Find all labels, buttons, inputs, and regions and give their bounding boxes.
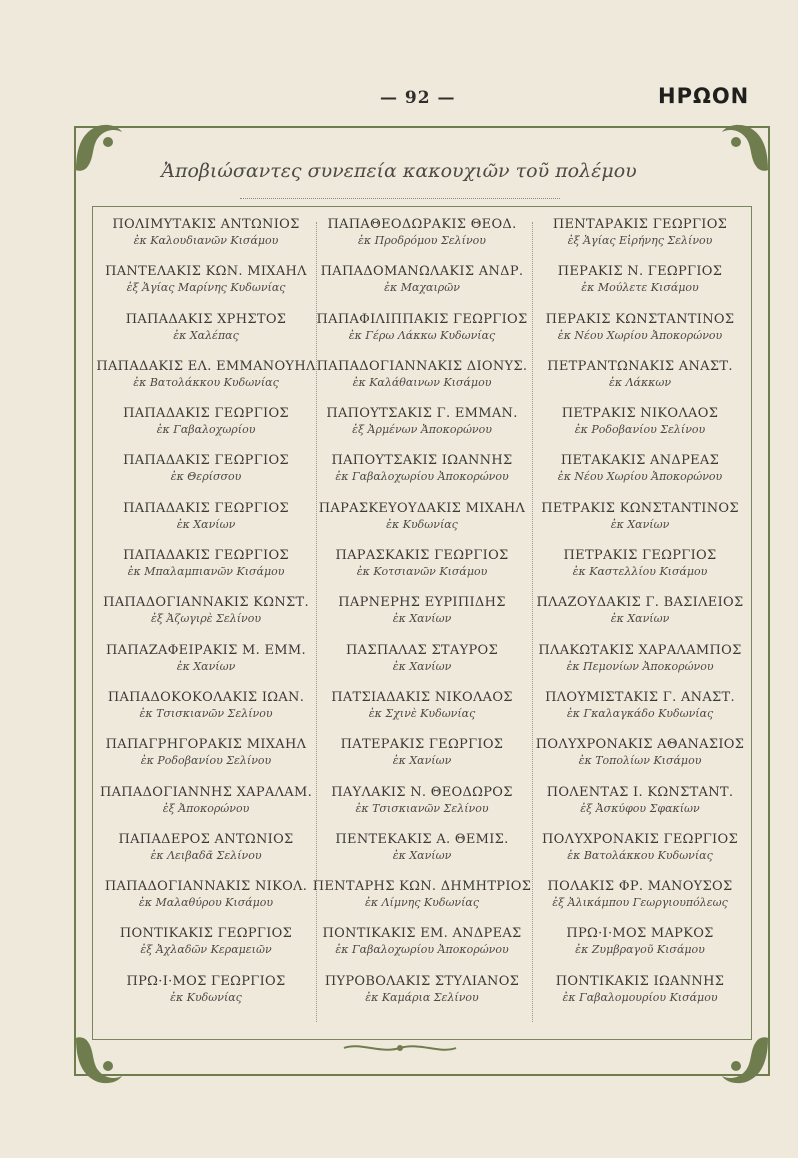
entry-origin: ἐκ Νέου Χωρίου Ἀποκορώνου (557, 470, 723, 484)
list-item (312, 784, 532, 831)
entry-name: ΠΕΤΡΑΝΤΩΝΑΚΙΣ ΑΝΑΣΤ. (547, 358, 733, 374)
entry-origin: ἐκ Γέρω Λάκκω Κυδωνίας (348, 328, 496, 342)
entry-name: ΠΑΠΑΔΕΡΟΣ ΑΝΤΩΝΙΟΣ (118, 831, 294, 847)
list-item (96, 878, 316, 925)
entry-name: ΠΑΠΟΥΤΣΑΚΙΣ Γ. ΕΜΜΑΝ. (326, 406, 518, 422)
list-item (530, 263, 750, 310)
entry-origin: ἐξ Ἀλικάμπου Γεωργιουπόλεως (552, 896, 728, 910)
list-item (96, 547, 316, 594)
entry-name: ΠΕΝΤΑΡΗΣ ΚΩΝ. ΔΗΜΗΤΡΙΟΣ (312, 879, 532, 895)
list-item (96, 831, 316, 878)
entry-origin: ἐκ Γαβαλομουρίου Κισάμου (562, 990, 718, 1004)
list-item (96, 973, 316, 1020)
list-item (312, 547, 532, 594)
names-column-1 (96, 216, 316, 1020)
entry-origin: ἐκ Θερίσσου (170, 470, 242, 484)
entry-name: ΠΑΠΑΔΟΓΙΑΝΝΗΣ ΧΑΡΑΛΑΜ. (99, 784, 313, 800)
list-item (530, 358, 750, 405)
entry-name: ΠΑΠΑΘΕΟΔΩΡΑΚΙΣ ΘΕΟΔ. (327, 217, 517, 232)
list-item (96, 925, 316, 972)
section-title: Ἀποβιώσαντες συνεπεία κακουχιῶν τοῦ πολέμου (161, 160, 637, 182)
entry-name: ΠΕΤΡΑΚΙΣ ΝΙΚΟΛΑΟΣ (561, 406, 719, 422)
entry-name: ΠΕΡΑΚΙΣ ΚΩΝΣΤΑΝΤΙΝΟΣ (545, 311, 735, 327)
entry-name: ΠΟΛΥΧΡΟΝΑΚΙΣ ΑΘΑΝΑΣΙΟΣ (535, 737, 745, 753)
entry-name: ΠΟΝΤΙΚΑΚΙΣ ΙΩΑΝΝΗΣ (555, 973, 725, 989)
list-item (530, 311, 750, 358)
list-item (312, 831, 532, 878)
names-column-3 (530, 216, 750, 1020)
entry-name: ΠΑΠΑΔΑΚΙΣ ΓΕΩΡΓΙΟΣ (123, 500, 289, 516)
entry-name: ΠΑΤΕΡΑΚΙΣ ΓΕΩΡΓΙΟΣ (340, 737, 504, 753)
entry-origin: ἐξ Ἁγίας Εἰρήνης Σελίνου (567, 234, 713, 247)
corner-ornament-icon (68, 1030, 128, 1090)
entry-name: ΠΑΠΑΔΟΓΙΑΝΝΑΚΙΣ ΚΩΝΣΤ. (103, 595, 309, 611)
entry-name: ΠΟΛΥΧΡΟΝΑΚΙΣ ΓΕΩΡΓΙΟΣ (542, 831, 738, 847)
list-item (312, 642, 532, 689)
entry-name: ΠΕΤΡΑΚΙΣ ΚΩΝΣΤΑΝΤΙΝΟΣ (541, 500, 739, 516)
entry-origin: ἐκ Χανίων (392, 754, 452, 768)
list-item (530, 973, 750, 1020)
list-item (530, 878, 750, 925)
list-item (312, 358, 532, 405)
list-item (96, 358, 316, 405)
list-item (312, 736, 532, 783)
entry-name: ΠΟΛΑΚΙΣ ΦΡ. ΜΑΝΟΥΣΟΣ (547, 879, 733, 895)
list-item (312, 973, 532, 1020)
entry-origin: ἐκ Χανίων (176, 659, 236, 673)
entry-name: ΠΟΝΤΙΚΑΚΙΣ ΓΕΩΡΓΙΟΣ (119, 926, 293, 942)
entry-origin: ἐκ Γαβαλοχωρίου Ἀποκορώνου (335, 470, 509, 484)
entry-name: ΠΟΝΤΙΚΑΚΙΣ ΕΜ. ΑΝΔΡΕΑΣ (322, 926, 522, 942)
names-column-2 (312, 216, 532, 1020)
list-item (312, 263, 532, 310)
entry-origin: ἐκ Καλάθαινων Κισάμου (352, 375, 492, 389)
entry-name: ΠΑΤΣΙΑΔΑΚΙΣ ΝΙΚΟΛΑΟΣ (331, 689, 513, 705)
entry-origin: ἐξ Ἀχλαδῶν Κεραμειῶν (140, 943, 272, 957)
list-item (312, 311, 532, 358)
entry-name: ΠΑΝΤΕΛΑΚΙΣ ΚΩΝ. ΜΙΧΑΗΛ (105, 264, 307, 280)
entry-origin: ἐκ Χανίων (610, 517, 670, 531)
list-item (312, 500, 532, 547)
entry-name: ΠΑΣΠΑΛΑΣ ΣΤΑΥΡΟΣ (346, 642, 498, 658)
entry-origin: ἐξ Ἀρμένων Ἀποκορώνου (352, 423, 492, 437)
page-number: — 92 — (380, 88, 456, 108)
list-item (96, 311, 316, 358)
entry-name: ΠΕΤΑΚΑΚΙΣ ΑΝΔΡΕΑΣ (560, 453, 720, 469)
entry-origin: ἐκ Τσισκιανῶν Σελίνου (355, 801, 489, 815)
list-item (530, 925, 750, 972)
entry-name: ΠΑΡΑΣΚΑΚΙΣ ΓΕΩΡΓΙΟΣ (335, 548, 509, 564)
entry-name: ΠΑΡΝΕΡΗΣ ΕΥΡΙΠΙΔΗΣ (338, 595, 506, 611)
list-item (312, 925, 532, 972)
title-rule (240, 198, 560, 199)
list-item (312, 878, 532, 925)
entry-name: ΠΕΡΑΚΙΣ Ν. ΓΕΩΡΓΙΟΣ (557, 264, 723, 280)
entry-origin: ἐκ Χαλέπας (173, 328, 239, 342)
entry-origin: ἐκ Ροδοβανίου Σελίνου (574, 423, 706, 437)
entry-name: ΠΟΛΙΜΥΤΑΚΙΣ ΑΝΤΩΝΙΟΣ (112, 217, 300, 232)
entry-origin: ἐκ Προδρόμου Σελίνου (358, 234, 486, 247)
entry-origin: ἐκ Χανίων (392, 659, 452, 673)
list-item (530, 736, 750, 783)
entry-name: ΠΑΠΑΦΙΛΙΠΠΑΚΙΣ ΓΕΩΡΓΙΟΣ (316, 311, 528, 327)
entry-origin: ἐκ Χανίων (392, 612, 452, 626)
list-item (530, 547, 750, 594)
entry-origin: ἐκ Κυδωνίας (170, 990, 242, 1004)
entry-origin: ἐκ Μαλαθύρου Κισάμου (138, 896, 274, 910)
entry-origin: ἐξ Ἀζωγιρὲ Σελίνου (150, 612, 262, 626)
corner-ornament-icon (716, 1030, 776, 1090)
list-item (96, 500, 316, 547)
entry-origin: ἐκ Καστελλίου Κισάμου (572, 565, 708, 579)
list-item (530, 452, 750, 499)
entry-origin: ἐκ Μούλετε Κισάμου (581, 281, 699, 295)
entry-origin: ἐκ Καμάρια Σελίνου (365, 990, 479, 1004)
entry-name: ΠΑΠΑΖΑΦΕΙΡΑΚΙΣ Μ. ΕΜΜ. (106, 642, 306, 658)
entry-origin: ἐκ Βατολάκκου Κυδωνίας (133, 375, 279, 389)
list-item (530, 831, 750, 878)
list-item (96, 405, 316, 452)
list-item (96, 689, 316, 736)
list-item (96, 736, 316, 783)
entry-name: ΠΡΩ·Ι·ΜΟΣ ΓΕΩΡΓΙΟΣ (126, 973, 286, 989)
entry-name: ΠΑΠΑΔΑΚΙΣ ΓΕΩΡΓΙΟΣ (123, 548, 289, 564)
entry-name: ΠΑΠΑΔΟΚΟΚΟΛΑΚΙΣ ΙΩΑΝ. (107, 689, 305, 705)
entry-name: ΠΟΛΕΝΤΑΣ Ι. ΚΩΝΣΤΑΝΤ. (546, 784, 734, 800)
entry-origin: ἐκ Ροδοβανίου Σελίνου (140, 754, 272, 768)
list-item (312, 689, 532, 736)
entry-origin: ἐκ Χανίων (392, 848, 452, 862)
entry-name: ΠΑΠΟΥΤΣΑΚΙΣ ΙΩΑΝΝΗΣ (331, 453, 513, 469)
entry-origin: ἐκ Γκαλαγκάδο Κυδωνίας (566, 706, 714, 720)
list-item (96, 452, 316, 499)
entry-origin: ἐκ Γαβαλοχωρίου (156, 423, 256, 437)
entry-origin: ἐκ Χανίων (610, 612, 670, 626)
entry-origin: ἐκ Κοτσιανῶν Κισάμου (356, 565, 488, 579)
entry-name: ΠΑΠΑΔΟΜΑΝΩΛΑΚΙΣ ΑΝΔΡ. (320, 264, 524, 280)
entry-name: ΠΛΟΥΜΙΣΤΑΚΙΣ Γ. ΑΝΑΣΤ. (545, 689, 735, 705)
entry-name: ΠΑΠΑΔΑΚΙΣ ΓΕΩΡΓΙΟΣ (123, 453, 289, 469)
entry-name: ΠΑΠΑΔΟΓΙΑΝΝΑΚΙΣ ΔΙΟΝΥΣ. (316, 358, 528, 374)
entry-origin: ἐκ Λάκκων (608, 375, 672, 389)
entry-origin: ἐξ Ἀποκορώνου (162, 801, 250, 815)
entry-name: ΠΑΠΑΔΑΚΙΣ ΧΡΗΣΤΟΣ (125, 311, 287, 327)
entry-name: ΠΑΡΑΣΚΕΥΟΥΔΑΚΙΣ ΜΙΧΑΗΛ (318, 500, 526, 516)
list-item (96, 263, 316, 310)
list-item (530, 689, 750, 736)
entry-name: ΠΥΡΟΒΟΛΑΚΙΣ ΣΤΥΛΙΑΝΟΣ (324, 973, 520, 989)
entry-origin: ἐκ Τοπολίων Κισάμου (578, 754, 702, 768)
list-item (312, 405, 532, 452)
entry-origin: ἐκ Σχινὲ Κυδωνίας (368, 706, 476, 720)
entry-origin: ἐκ Κυδωνίας (386, 517, 458, 531)
entry-name: ΠΕΤΡΑΚΙΣ ΓΕΩΡΓΙΟΣ (563, 548, 717, 564)
entry-origin: ἐκ Καλουδιανῶν Κισάμου (133, 234, 279, 247)
entry-origin: ἐκ Λειβαδᾶ Σελίνου (150, 848, 262, 862)
entry-origin: ἐκ Βατολάκκου Κυδωνίας (567, 848, 713, 862)
list-item (312, 594, 532, 641)
entry-origin: ἐκ Πεμονίων Ἀποκορώνου (566, 659, 714, 673)
entry-origin: ἐκ Χανίων (176, 517, 236, 531)
entry-origin: ἐκ Λίμνης Κυδωνίας (364, 896, 480, 910)
list-item (96, 784, 316, 831)
list-item (530, 405, 750, 452)
entry-origin: ἐκ Γαβαλοχωρίου Ἀποκορώνου (335, 943, 509, 957)
list-item (312, 452, 532, 499)
entry-origin: ἐκ Ζυμβραγοῦ Κισάμου (575, 943, 705, 957)
entry-name: ΠΑΠΑΔΑΚΙΣ ΓΕΩΡΓΙΟΣ (123, 406, 289, 422)
list-item (530, 642, 750, 689)
entry-name: ΠΕΝΤΑΡΑΚΙΣ ΓΕΩΡΓΙΟΣ (552, 217, 728, 232)
list-item (530, 784, 750, 831)
entry-name: ΠΑΥΛΑΚΙΣ Ν. ΘΕΟΔΩΡΟΣ (331, 784, 513, 800)
list-item (530, 216, 750, 263)
entry-origin: ἐκ Μπαλαμπιανῶν Κισάμου (127, 565, 285, 579)
entry-name: ΠΡΩ·Ι·ΜΟΣ ΜΑΡΚΟΣ (566, 926, 714, 942)
list-item (96, 216, 316, 263)
entry-origin: ἐκ Νέου Χωρίου Ἀποκορώνου (557, 328, 723, 342)
entry-name: ΠΛΑΖΟΥΔΑΚΙΣ Γ. ΒΑΣΙΛΕΙΟΣ (536, 595, 744, 611)
list-item (530, 500, 750, 547)
entry-name: ΠΛΑΚΩΤΑΚΙΣ ΧΑΡΑΛΑΜΠΟΣ (538, 642, 742, 658)
list-item (96, 642, 316, 689)
entry-origin: ἐξ Ἀσκύφου Σφακίων (580, 801, 700, 815)
list-item (530, 594, 750, 641)
bottom-ornament-icon (340, 1040, 460, 1056)
entry-name: ΠΕΝΤΕΚΑΚΙΣ Α. ΘΕΜΙΣ. (335, 831, 509, 847)
entry-origin: ἐξ Ἁγίας Μαρίνης Κυδωνίας (126, 281, 286, 295)
entry-name: ΠΑΠΑΔΟΓΙΑΝΝΑΚΙΣ ΝΙΚΟΛ. (104, 879, 308, 895)
entry-origin: ἐκ Τσισκιανῶν Σελίνου (139, 706, 273, 720)
entry-name: ΠΑΠΑΓΡΗΓΟΡΑΚΙΣ ΜΙΧΑΗΛ (105, 737, 307, 753)
entry-origin: ἐκ Μαχαιρῶν (384, 281, 460, 295)
list-item (96, 594, 316, 641)
list-item (312, 216, 532, 263)
entry-name: ΠΑΠΑΔΑΚΙΣ ΕΛ. ΕΜΜΑΝΟΥΗΛ (96, 358, 316, 374)
running-head: ΗΡΩΟΝ (658, 84, 750, 108)
